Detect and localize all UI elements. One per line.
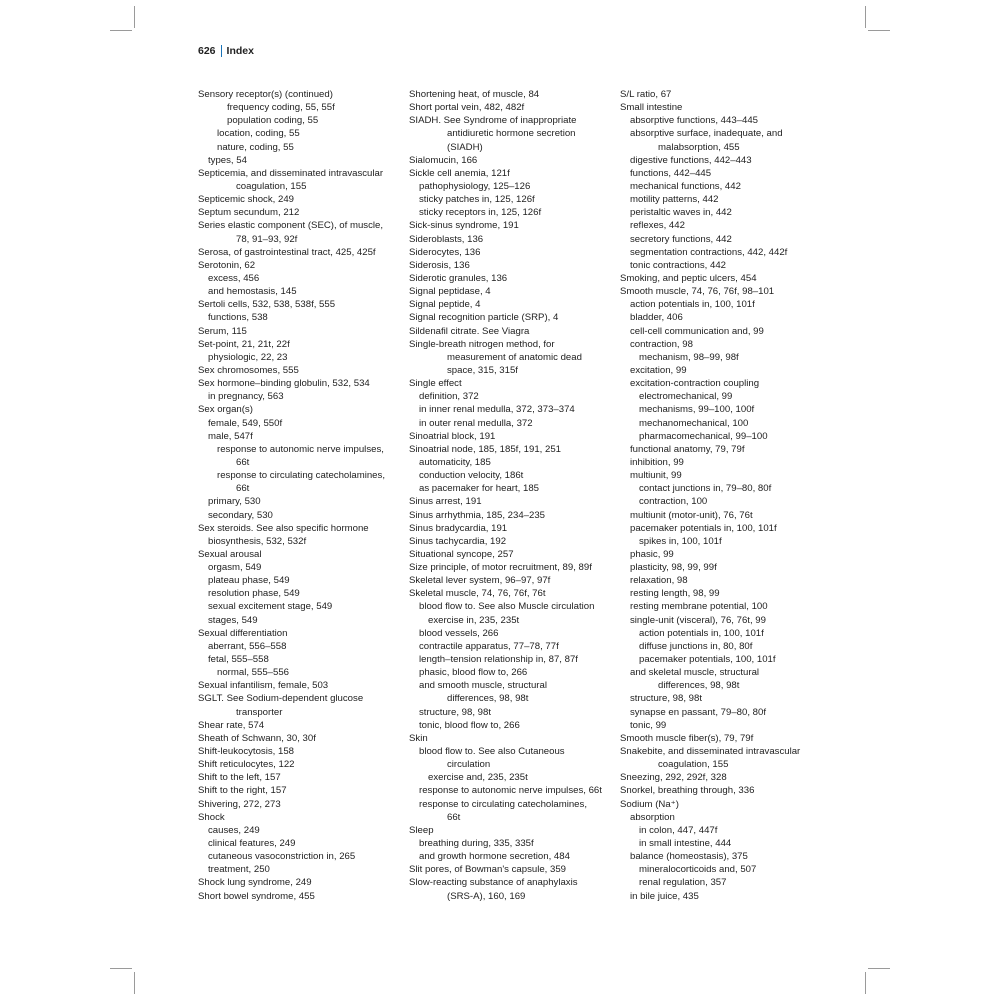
index-column-2 bbox=[409, 88, 614, 903]
index-entry: Shift to the right, 157 bbox=[198, 785, 287, 797]
crop-mark-bottom-right bbox=[868, 968, 890, 969]
index-subentry: and hemostasis, 145 bbox=[208, 286, 297, 298]
index-entry: Situational syncope, 257 bbox=[409, 548, 514, 560]
index-subentry: differences, 98, 98t bbox=[447, 693, 529, 705]
index-subentry: relaxation, 98 bbox=[630, 575, 688, 587]
index-subentry: multiunit, 99 bbox=[630, 470, 682, 482]
index-subentry: sticky patches in, 125, 126f bbox=[419, 194, 535, 206]
index-subentry: location, coding, 55 bbox=[217, 128, 300, 140]
index-entry: Sex organ(s) bbox=[198, 404, 253, 416]
index-subentry: (SIADH) bbox=[447, 141, 483, 153]
index-entry: Sexual differentiation bbox=[198, 627, 288, 639]
crop-mark-top-right bbox=[865, 6, 866, 28]
index-subentry: bladder, 406 bbox=[630, 312, 683, 324]
index-subentry: as pacemaker for heart, 185 bbox=[419, 483, 539, 495]
index-entry: Snakebite, and disseminated intravascular bbox=[620, 746, 801, 758]
index-subentry: functional anatomy, 79, 79f bbox=[630, 443, 745, 455]
index-subentry: male, 547f bbox=[208, 430, 253, 442]
index-subentry: automaticity, 185 bbox=[419, 456, 491, 468]
index-entry: Septicemic shock, 249 bbox=[198, 194, 294, 206]
index-entry: Siderocytes, 136 bbox=[409, 246, 481, 258]
index-subentry: in bile juice, 435 bbox=[630, 890, 699, 902]
index-subentry: primary, 530 bbox=[208, 496, 261, 508]
index-subentry: conduction velocity, 186t bbox=[419, 470, 524, 482]
index-subentry: blood vessels, 266 bbox=[419, 627, 499, 639]
index-entry: Sinus arrest, 191 bbox=[409, 496, 482, 508]
index-subentry: motility patterns, 442 bbox=[630, 194, 719, 206]
index-subentry: action potentials in, 100, 101f bbox=[630, 299, 755, 311]
index-subentry: differences, 98, 98t bbox=[658, 680, 740, 692]
index-subentry: exercise in, 235, 235t bbox=[428, 614, 520, 626]
index-subentry: 66t bbox=[236, 483, 250, 495]
index-subentry: diffuse junctions in, 80, 80f bbox=[639, 640, 753, 652]
index-subentry: coagulation, 155 bbox=[658, 759, 729, 771]
index-subentry: breathing during, 335, 335f bbox=[419, 838, 534, 850]
index-entry: Sheath of Schwann, 30, 30f bbox=[198, 732, 316, 744]
index-subentry: excess, 456 bbox=[208, 272, 260, 284]
index-subentry: functions, 442–445 bbox=[630, 167, 712, 179]
index-subentry: cell-cell communication and, 99 bbox=[630, 325, 764, 337]
index-subentry: mechanism, 98–99, 98f bbox=[639, 351, 739, 363]
index-subentry: space, 315, 315f bbox=[447, 364, 518, 376]
index-entry: Snorkel, breathing through, 336 bbox=[620, 785, 755, 797]
index-subentry: coagulation, 155 bbox=[236, 180, 307, 192]
index-entry: Shear rate, 574 bbox=[198, 719, 265, 731]
index-entry: Shortening heat, of muscle, 84 bbox=[409, 89, 540, 100]
index-column-1 bbox=[198, 88, 403, 903]
index-subentry: definition, 372 bbox=[419, 391, 479, 403]
index-entry: Shock lung syndrome, 249 bbox=[198, 877, 312, 889]
index-subentry: blood flow to. See also Muscle circulation bbox=[419, 601, 595, 613]
index-entry: Sertoli cells, 532, 538, 538f, 555 bbox=[198, 299, 336, 311]
index-subentry: inhibition, 99 bbox=[630, 456, 684, 468]
index-subentry: and growth hormone secretion, 484 bbox=[419, 851, 570, 863]
index-subentry: orgasm, 549 bbox=[208, 562, 262, 574]
index-entry: Sensory receptor(s) (continued) bbox=[198, 89, 333, 100]
index-entry: Siderotic granules, 136 bbox=[409, 272, 508, 284]
index-entry: Single-breath nitrogen method, for bbox=[409, 338, 555, 350]
index-subentry: plateau phase, 549 bbox=[208, 575, 290, 587]
index-subentry: population coding, 55 bbox=[227, 115, 319, 127]
index-entry: Sexual infantilism, female, 503 bbox=[198, 680, 329, 692]
index-entry: S/L ratio, 67 bbox=[620, 89, 672, 100]
index-subentry: pathophysiology, 125–126 bbox=[419, 180, 531, 192]
index-subentry: mechanical functions, 442 bbox=[630, 180, 741, 192]
index-subentry: malabsorption, 455 bbox=[658, 141, 740, 153]
index-subentry: balance (homeostasis), 375 bbox=[630, 851, 748, 863]
index-entry: Serosa, of gastrointestinal tract, 425, 425f bbox=[198, 246, 376, 258]
index-entry: Size principle, of motor recruitment, 89, 89f bbox=[409, 562, 592, 574]
index-entry: Sideroblasts, 136 bbox=[409, 233, 484, 245]
index-entry: Sickle cell anemia, 121f bbox=[409, 167, 510, 179]
index-subentry: segmentation contractions, 442, 442f bbox=[630, 246, 788, 258]
index-entry: Sex chromosomes, 555 bbox=[198, 364, 299, 376]
index-subentry: clinical features, 249 bbox=[208, 838, 296, 850]
index-subentry: cutaneous vasoconstriction in, 265 bbox=[208, 851, 356, 863]
index-entry: Sialomucin, 166 bbox=[409, 154, 478, 166]
index-subentry: physiologic, 22, 23 bbox=[208, 351, 288, 363]
index-subentry: 66t bbox=[236, 456, 250, 468]
crop-mark-top-right bbox=[868, 30, 890, 31]
index-entry: Sinus tachycardia, 192 bbox=[409, 535, 507, 547]
index-entry: Shift reticulocytes, 122 bbox=[198, 759, 295, 771]
index-subentry: sexual excitement stage, 549 bbox=[208, 601, 333, 613]
index-subentry: transporter bbox=[236, 706, 283, 718]
index-subentry: contact junctions in, 79–80, 80f bbox=[639, 483, 772, 495]
index-subentry: in small intestine, 444 bbox=[639, 838, 732, 850]
index-subentry: mineralocorticoids and, 507 bbox=[639, 864, 757, 876]
index-subentry: contractile apparatus, 77–78, 77f bbox=[419, 640, 559, 652]
index-subentry: phasic, blood flow to, 266 bbox=[419, 667, 528, 679]
index-subentry: tonic contractions, 442 bbox=[630, 259, 726, 271]
index-entry: Shivering, 272, 273 bbox=[198, 798, 281, 810]
index-subentry: antidiuretic hormone secretion bbox=[447, 128, 576, 140]
index-entry: Siderosis, 136 bbox=[409, 259, 470, 271]
index-subentry: resolution phase, 549 bbox=[208, 588, 300, 600]
index-column-3 bbox=[620, 88, 825, 903]
index-subentry: response to circulating catecholamines, bbox=[419, 798, 587, 810]
index-subentry: resting length, 98, 99 bbox=[630, 588, 720, 600]
index-entry: Signal peptidase, 4 bbox=[409, 286, 491, 298]
index-entry: Sleep bbox=[409, 824, 434, 836]
index-entry: Single effect bbox=[409, 378, 462, 390]
index-subentry: 78, 91–93, 92f bbox=[236, 233, 298, 245]
page-header bbox=[198, 45, 254, 57]
index-subentry: synapse en passant, 79–80, 80f bbox=[630, 706, 767, 718]
index-subentry: digestive functions, 442–443 bbox=[630, 154, 752, 166]
index-subentry: peristaltic waves in, 442 bbox=[630, 207, 732, 219]
index-subentry: measurement of anatomic dead bbox=[447, 351, 582, 363]
index-entry: Signal peptide, 4 bbox=[409, 299, 481, 311]
index-entry: SIADH. See Syndrome of inappropriate bbox=[409, 115, 577, 127]
index-subentry: action potentials in, 100, 101f bbox=[639, 627, 764, 639]
index-entry: Skin bbox=[409, 732, 428, 744]
index-entry: Sick-sinus syndrome, 191 bbox=[409, 220, 519, 232]
index-entry: Septicemia, and disseminated intravascular bbox=[198, 167, 384, 179]
index-subentry: in outer renal medulla, 372 bbox=[419, 417, 533, 429]
index-subentry: absorptive functions, 443–445 bbox=[630, 115, 759, 127]
index-subentry: reflexes, 442 bbox=[630, 220, 685, 232]
index-entry: Small intestine bbox=[620, 102, 683, 114]
index-entry: Slit pores, of Bowman's capsule, 359 bbox=[409, 864, 567, 876]
index-entry: Smoking, and peptic ulcers, 454 bbox=[620, 272, 757, 284]
index-entry: Sexual arousal bbox=[198, 548, 262, 560]
index-subentry: biosynthesis, 532, 532f bbox=[208, 535, 307, 547]
index-subentry: stages, 549 bbox=[208, 614, 258, 626]
index-subentry: structure, 98, 98t bbox=[630, 693, 702, 705]
index-subentry: circulation bbox=[447, 759, 491, 771]
index-subentry: mechanomechanical, 100 bbox=[639, 417, 749, 429]
index-subentry: excitation, 99 bbox=[630, 364, 687, 376]
index-subentry: sticky receptors in, 125, 126f bbox=[419, 207, 542, 219]
index-subentry: pacemaker potentials, 100, 101f bbox=[639, 654, 776, 666]
section-title: Index bbox=[226, 45, 254, 57]
index-subentry: spikes in, 100, 101f bbox=[639, 535, 722, 547]
index-subentry: 66t bbox=[447, 811, 461, 823]
index-subentry: phasic, 99 bbox=[630, 548, 674, 560]
index-subentry: response to autonomic nerve impulses, 66t bbox=[419, 785, 602, 797]
index-subentry: single-unit (visceral), 76, 76t, 99 bbox=[630, 614, 766, 626]
index-entry: Sinoatrial node, 185, 185f, 191, 251 bbox=[409, 443, 562, 455]
index-entry: Skeletal lever system, 96–97, 97f bbox=[409, 575, 551, 587]
index-subentry: types, 54 bbox=[208, 154, 247, 166]
index-subentry: resting membrane potential, 100 bbox=[630, 601, 768, 613]
index-entry: Slow-reacting substance of anaphylaxis bbox=[409, 877, 578, 889]
index-subentry: secondary, 530 bbox=[208, 509, 273, 521]
index-entry: Smooth muscle fiber(s), 79, 79f bbox=[620, 732, 754, 744]
index-subentry: blood flow to. See also Cutaneous bbox=[419, 746, 565, 758]
index-subentry: nature, coding, 55 bbox=[217, 141, 294, 153]
index-subentry: pacemaker potentials in, 100, 101f bbox=[630, 522, 777, 534]
crop-mark-top-left bbox=[134, 6, 135, 28]
index-entry: Shock bbox=[198, 811, 225, 823]
index-entry: Serum, 115 bbox=[198, 325, 247, 337]
index-subentry: aberrant, 556–558 bbox=[208, 640, 287, 652]
index-entry: Serotonin, 62 bbox=[198, 259, 256, 271]
index-subentry: secretory functions, 442 bbox=[630, 233, 732, 245]
index-subentry: multiunit (motor-unit), 76, 76t bbox=[630, 509, 753, 521]
index-subentry: in inner renal medulla, 372, 373–374 bbox=[419, 404, 575, 416]
index-subentry: fetal, 555–558 bbox=[208, 654, 269, 666]
index-subentry: response to circulating catecholamines, bbox=[217, 470, 385, 482]
index-entry: Smooth muscle, 74, 76, 76f, 98–101 bbox=[620, 286, 775, 298]
crop-mark-top-left bbox=[110, 30, 132, 31]
index-entry: Series elastic component (SEC), of muscle, bbox=[198, 220, 384, 232]
index-entry: Shift-leukocytosis, 158 bbox=[198, 746, 294, 758]
index-subentry: structure, 98, 98t bbox=[419, 706, 491, 718]
index-subentry: exercise and, 235, 235t bbox=[428, 772, 528, 784]
index-entry: Sex hormone–binding globulin, 532, 534 bbox=[198, 378, 370, 390]
index-subentry: plasticity, 98, 99, 99f bbox=[630, 562, 717, 574]
index-subentry: female, 549, 550f bbox=[208, 417, 283, 429]
index-subentry: tonic, blood flow to, 266 bbox=[419, 719, 520, 731]
index-subentry: contraction, 100 bbox=[639, 496, 708, 508]
crop-mark-bottom-left bbox=[110, 968, 132, 969]
index-entry: Sodium (Na⁺) bbox=[620, 798, 679, 810]
index-entry: Sneezing, 292, 292f, 328 bbox=[620, 772, 727, 784]
index-subentry: frequency coding, 55, 55f bbox=[227, 102, 335, 114]
index-subentry: electromechanical, 99 bbox=[639, 391, 733, 403]
index-subentry: tonic, 99 bbox=[630, 719, 667, 731]
index-subentry: response to autonomic nerve impulses, bbox=[217, 443, 384, 455]
index-subentry: renal regulation, 357 bbox=[639, 877, 727, 889]
index-subentry: length–tension relationship in, 87, 87f bbox=[419, 654, 578, 666]
index-subentry: causes, 249 bbox=[208, 824, 260, 836]
index-subentry: contraction, 98 bbox=[630, 338, 693, 350]
index-subentry: and skeletal muscle, structural bbox=[630, 667, 760, 679]
index-subentry: mechanisms, 99–100, 100f bbox=[639, 404, 755, 416]
header-divider bbox=[221, 45, 222, 57]
index-subentry: and smooth muscle, structural bbox=[419, 680, 547, 692]
index-entry: Short portal vein, 482, 482f bbox=[409, 102, 525, 114]
index-entry: Sinoatrial block, 191 bbox=[409, 430, 496, 442]
index-entry: Sinus arrhythmia, 185, 234–235 bbox=[409, 509, 545, 521]
index-subentry: pharmacomechanical, 99–100 bbox=[639, 430, 768, 442]
index-entry: Set-point, 21, 21t, 22f bbox=[198, 338, 290, 350]
index-entry: Short bowel syndrome, 455 bbox=[198, 890, 315, 902]
index-subentry: excitation-contraction coupling bbox=[630, 378, 760, 390]
index-subentry: normal, 555–556 bbox=[217, 667, 290, 679]
index-subentry: treatment, 250 bbox=[208, 864, 270, 876]
index-entry: Sinus bradycardia, 191 bbox=[409, 522, 508, 534]
index-subentry: in pregnancy, 563 bbox=[208, 391, 284, 403]
page-number: 626 bbox=[198, 45, 216, 57]
index-entry: Signal recognition particle (SRP), 4 bbox=[409, 312, 559, 324]
index-subentry: in colon, 447, 447f bbox=[639, 824, 718, 836]
index-entry: Skeletal muscle, 74, 76, 76f, 76t bbox=[409, 588, 546, 600]
crop-mark-bottom-right bbox=[865, 972, 866, 994]
index-subentry: functions, 538 bbox=[208, 312, 268, 324]
index-subentry: (SRS-A), 160, 169 bbox=[447, 890, 526, 902]
index-entry: Sildenafil citrate. See Viagra bbox=[409, 325, 530, 337]
index-entry: SGLT. See Sodium-dependent glucose bbox=[198, 693, 364, 705]
index-entry: Sex steroids. See also specific hormone bbox=[198, 522, 369, 534]
index-entry: Septum secundum, 212 bbox=[198, 207, 300, 219]
crop-mark-bottom-left bbox=[134, 972, 135, 994]
index-subentry: absorption bbox=[630, 811, 675, 823]
index-entry: Shift to the left, 157 bbox=[198, 772, 281, 784]
index-subentry: absorptive surface, inadequate, and bbox=[630, 128, 783, 140]
